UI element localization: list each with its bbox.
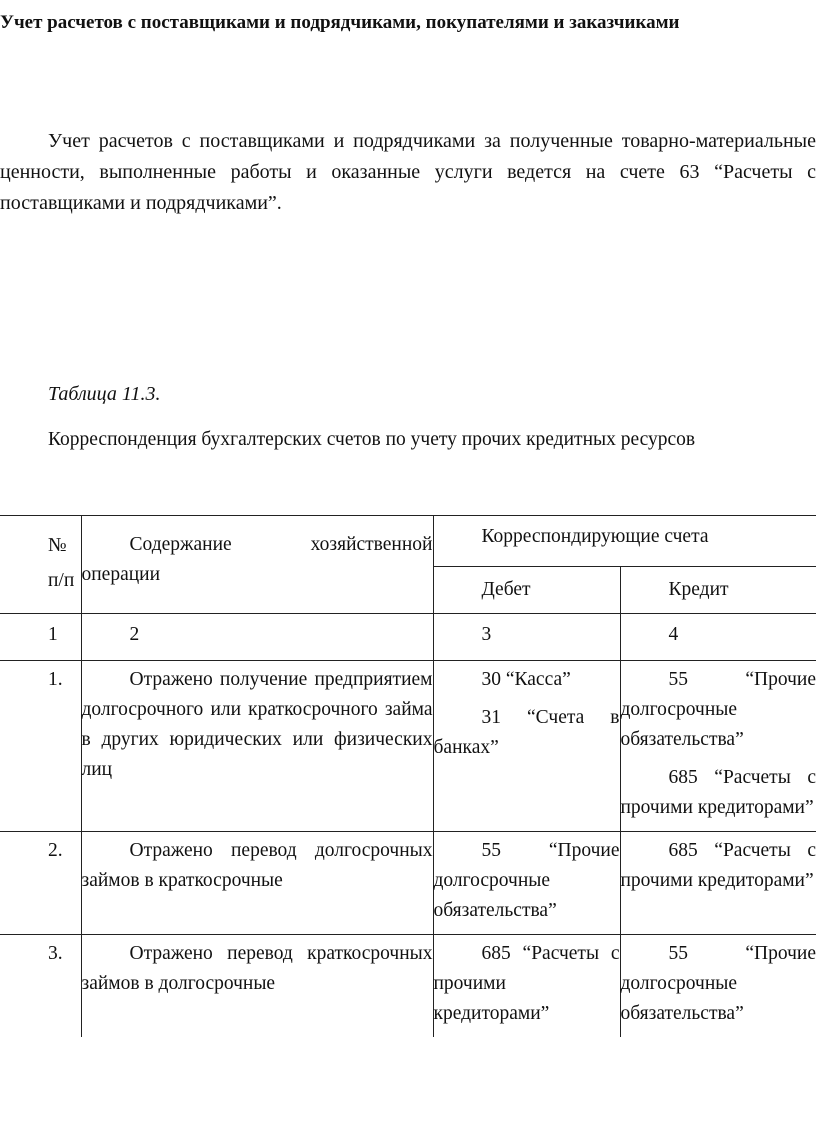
header-debit: Дебет	[481, 579, 531, 600]
header-operation: Содержание хозяйственной операции	[81, 534, 433, 585]
row-operation-cell	[81, 832, 433, 935]
row-operation: Отражено перевод долгосрочных займов в краткосрочные	[81, 840, 433, 891]
row-debit-cell	[433, 935, 620, 1038]
index-label: 1	[48, 624, 58, 645]
row-num: 2.	[48, 840, 63, 861]
header-row	[0, 516, 816, 567]
index-cell	[433, 614, 620, 661]
credit-account: 55 “Прочие долгосрочные обязательства”	[620, 943, 816, 1024]
header-credit-cell	[620, 567, 816, 614]
row-num: 1.	[48, 669, 63, 690]
row-num: 3.	[48, 943, 63, 964]
debit-account: 31 “Счета в банках”	[433, 707, 620, 758]
document-title: Учет расчетов с поставщиками и подрядчиками, покупателями и заказчиками	[0, 12, 680, 33]
debit-account: 55 “Прочие долгосрочные обязательства”	[433, 840, 620, 921]
table-caption: Таблица 11.3.	[48, 383, 161, 405]
header-operation-cell	[81, 516, 433, 614]
header-num-symbol: №	[48, 535, 67, 556]
index-cell	[620, 614, 816, 661]
row-credit-cell	[620, 661, 816, 832]
accounts-table	[0, 515, 816, 1037]
header-num-pp: п/п	[48, 570, 75, 591]
row-debit-cell	[433, 661, 620, 832]
row-num-cell	[0, 661, 81, 832]
credit-account: 685 “Расчеты с прочими кредиторами”	[620, 767, 816, 818]
index-label: 2	[129, 624, 140, 645]
row-debit-cell	[433, 832, 620, 935]
row-credit-cell	[620, 935, 816, 1038]
column-index-row	[0, 614, 816, 661]
row-num-cell	[0, 935, 81, 1038]
row-credit-cell	[620, 832, 816, 935]
table-row	[0, 935, 816, 1038]
header-corresponding: Корреспондирующие счета	[481, 526, 709, 547]
credit-account: 685 “Расчеты с прочими кредиторами”	[620, 840, 816, 891]
row-operation-cell	[81, 661, 433, 832]
index-cell	[0, 614, 81, 661]
table-title: Корреспонденция бухгалтерских счетов по учету прочих кредитных ресурсов	[48, 429, 696, 450]
header-corresponding-cell	[433, 516, 816, 567]
row-num-cell	[0, 832, 81, 935]
index-label: 4	[668, 624, 679, 645]
row-operation: Отражено перевод краткосрочных займов в долгосрочные	[81, 943, 433, 994]
table-row	[0, 661, 816, 832]
index-label: 3	[481, 624, 492, 645]
debit-account: 685 “Расчеты с прочими кредиторами”	[433, 943, 620, 1024]
header-credit: Кредит	[668, 579, 729, 600]
index-cell	[81, 614, 433, 661]
row-operation: Отражено получение предприятием долгосрочного или краткосрочного займа в других юридических или физических лиц	[81, 669, 433, 780]
intro-paragraph: Учет расчетов с поставщиками и подрядчиками за полученные товарно-материальные ценности, выполненные работы и оказанные услуги ведется на счете 63 “Расчеты с поставщиками и подрядчиками”.	[0, 130, 816, 214]
table-row	[0, 832, 816, 935]
debit-account: 30 “Касса”	[481, 669, 571, 690]
row-operation-cell	[81, 935, 433, 1038]
header-num-cell	[0, 516, 81, 614]
header-debit-cell	[433, 567, 620, 614]
credit-account: 55 “Прочие долгосрочные обязательства”	[620, 669, 816, 750]
